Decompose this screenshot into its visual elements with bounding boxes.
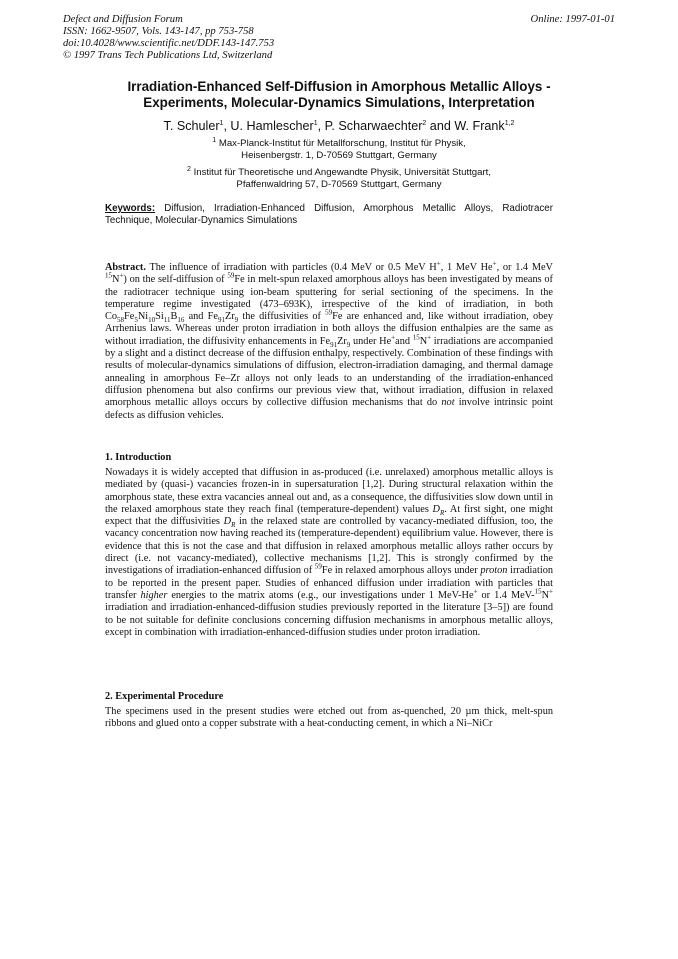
- isotope-sup: 59: [325, 308, 333, 317]
- online-date: Online: 1997-01-01: [530, 14, 615, 25]
- abstract: [105, 259, 554, 422]
- keywords-label: Keywords:: [105, 203, 156, 214]
- affiliation-text: Max-Planck-Institut für Metallforschung, Institut für Physik,: [216, 138, 466, 149]
- composition-sub: 91: [217, 316, 225, 325]
- affiliation-address: Heisenbergstr. 1, D-70569 Stuttgart, Germany: [241, 150, 437, 161]
- abstract-text: Si: [155, 311, 164, 323]
- author-name: and W. Frank: [426, 119, 505, 133]
- abstract-text: ) on the self-diffusion of: [123, 274, 228, 286]
- abstract-text: Ni: [137, 311, 149, 323]
- author-name: T. Schuler: [163, 119, 220, 133]
- charge-sup: +: [436, 259, 441, 268]
- composition-sub: 91: [330, 340, 338, 349]
- abstract-text: N: [112, 274, 120, 286]
- abstract-text: and Fe: [184, 311, 218, 323]
- section-heading-introduction: 1. Introduction: [105, 452, 172, 463]
- abstract-text: Zr: [337, 335, 347, 347]
- abstract-text: Fe are enhanced and, like without irradiation, obey Arrhenius laws. Whereas under proton irradiation in both alloys the diffusion enthalpies are the same as without irradiation, the diffusivity enhancements in Fe: [105, 311, 554, 347]
- emphasis-text: not: [441, 397, 455, 409]
- charge-sup: +: [119, 271, 124, 280]
- composition-sub: 11: [163, 316, 171, 325]
- charge-sup: +: [473, 587, 478, 596]
- affiliation-2: [40, 167, 638, 191]
- abstract-text: Fe in melt-spun relaxed amorphous alloys has been investigated by means of the radiotracer technique using ion-beam sputtering for serial sectioning of the specimens. In the temperature regime investigated (473–693K), irrespective of the kind of irradiation, in both Co: [105, 274, 553, 323]
- abstract-text: The influence of irradiation with particles (0.4 MeV or 0.5 MeV H: [145, 262, 437, 273]
- affiliation-address: Pfaffenwaldring 57, D-70569 Stuttgart, Germany: [236, 179, 442, 190]
- isotope-sup: 15: [105, 271, 112, 280]
- emphasis-text: proton: [480, 565, 508, 577]
- unit-symbol: µ: [465, 706, 472, 717]
- abstract-text: involve intrinsic point defects as diffusion vehicles.: [105, 397, 553, 421]
- paper-title: [40, 79, 638, 111]
- body-text: . At first sight, one might expect that the diffusivities: [105, 503, 553, 528]
- journal-header: [63, 14, 615, 62]
- isotope-sup: 59: [227, 271, 235, 280]
- composition-sub: 9: [346, 340, 351, 349]
- author-name: , U. Hamlescher: [223, 119, 314, 133]
- section-heading-experimental: 2. Experimental Procedure: [105, 691, 224, 702]
- composition-sub: 9: [234, 316, 239, 325]
- math-symbol: D: [223, 516, 232, 528]
- emphasis-text: higher: [140, 589, 168, 601]
- isotope-sup: 59: [314, 562, 322, 571]
- abstract-text: and: [395, 335, 413, 347]
- affiliation-marker: 1: [313, 119, 318, 127]
- body-text: m thick, melt-spun ribbons and glued onto a copper substrate with a heat-conducting cement, in which a Ni–NiCr: [105, 706, 553, 730]
- body-text: or 1.4 MeV-: [477, 589, 535, 601]
- body-text: energies to the matrix atoms (e.g., our investigations under 1 MeV-He: [167, 589, 474, 601]
- body-text: irradiation and irradiation-enhanced-diffusion studies previously reported in the literature [3–5]) are found to be not suitable for definite conclusions concerning diffusion mechanisms in amorphous metallic alloys, except in combination with irradiation-enhanced-diffusion studies under proton irradiation.: [105, 602, 553, 638]
- composition-sub: 10: [148, 316, 156, 325]
- charge-sup: +: [391, 333, 396, 342]
- body-text: The specimens used in the present studies were etched out from as-quenched, 20: [105, 706, 466, 717]
- abstract-text: , 1 MeV He: [440, 262, 493, 273]
- doi-line: doi:10.4028/www.scientific.net/DDF.143-147.753: [63, 38, 275, 49]
- keywords-text: Diffusion, Irradiation-Enhanced Diffusion, Amorphous Metallic Alloys, Radiotracer Technique, Molecular-Dynamics Simulations: [105, 203, 553, 226]
- abstract-label: Abstract.: [105, 262, 146, 273]
- charge-sup: +: [427, 333, 432, 342]
- composition-sub: 5: [134, 316, 138, 325]
- affiliation-marker: 1,2: [504, 119, 515, 127]
- affiliation-marker: 2: [187, 165, 191, 173]
- affiliation-1: [40, 138, 638, 162]
- isotope-sup: 15: [534, 587, 542, 596]
- body-text: in the relaxed state are controlled by vacancy-mediated diffusion, too, the vacancy concentration now having reached its (temperature-dependent) equilibrium value. However, there is evidence that this is not the case and that diffusion in relaxed amorphous metallic alloys rather occurs by direct (i.e. not vacancy-mediated), collective mechanisms [1,2]. This is strongly confirmed by the investigations of irradiation-enhanced diffusion of: [105, 516, 553, 577]
- journal-name: Defect and Diffusion Forum: [63, 14, 183, 25]
- abstract-text: B: [170, 311, 178, 323]
- affiliation-marker: 1: [212, 136, 217, 144]
- author-list: [40, 119, 638, 133]
- composition-sub: 58: [117, 316, 125, 325]
- copyright-line: © 1997 Trans Tech Publications Ltd, Switzerland: [63, 50, 273, 61]
- affiliation-text: Institut für Theoretische und Angewandte Physik, Universität Stuttgart,: [190, 167, 491, 178]
- introduction-paragraph: [105, 467, 553, 639]
- affiliation-marker: 1: [219, 119, 224, 127]
- keywords: [105, 203, 553, 227]
- body-text: Nowadays it is widely accepted that diffusion in as-produced (i.e. unrelaxed) amorphous metallic alloys is mediated by (quasi-) vacancies frozen-in in supersaturation [1,2]. During structural relaxation within the amorphous state, these extra vacancies anneal out and, as a consequence, the diffusivities slow down until in the relaxed amorphous state they reach final (temperature-dependent) values: [105, 467, 553, 515]
- body-text: Fe in relaxed amorphous alloys under: [321, 565, 481, 577]
- abstract-text: N: [419, 335, 428, 347]
- title-line-2: Experiments, Molecular-Dynamics Simulations, Interpretation: [143, 95, 535, 110]
- affiliation-marker: 2: [422, 119, 427, 127]
- author-name: , P. Scharwaechter: [317, 119, 423, 133]
- math-subscript: R: [439, 508, 445, 517]
- body-text: irradiation to be reported in the present paper. Studies of enhanced diffusion under irradiation with particles that transfer: [105, 565, 553, 601]
- abstract-text: , or 1.4 MeV: [496, 262, 553, 273]
- abstract-text: under He: [350, 335, 392, 347]
- charge-sup: +: [549, 587, 553, 596]
- issn-line: ISSN: 1662-9507, Vols. 143-147, pp 753-758: [63, 26, 254, 37]
- math-symbol: D: [432, 503, 440, 515]
- charge-sup: +: [492, 259, 497, 268]
- body-text: N: [541, 589, 550, 601]
- isotope-sup: 15: [412, 333, 420, 342]
- abstract-text: Zr: [224, 311, 235, 323]
- abstract-text: Fe: [124, 311, 135, 323]
- math-subscript: R: [231, 521, 236, 530]
- title-line-1: Irradiation-Enhanced Self-Diffusion in Amorphous Metallic Alloys -: [127, 79, 551, 94]
- experimental-paragraph: [105, 706, 553, 731]
- abstract-text: irradiations are accompanied by a slight and a distinct decrease of the diffusion enthalpy, respectively. Combination of these findings with results of molecular-dynamics simulations of diffusion, electron-irradiation damaging, and thermal damage annealing in amorphous Fe–Zr alloys not only leads to an understanding of the irradiation-enhanced diffusion phenomena but also confirms our previous view that, without irradiation, diffusion in relaxed amorphous metallic alloys occurs by collective diffusion mechanisms that do: [105, 335, 553, 409]
- composition-sub: 16: [177, 316, 185, 325]
- abstract-text: the diffusivities of: [238, 311, 326, 323]
